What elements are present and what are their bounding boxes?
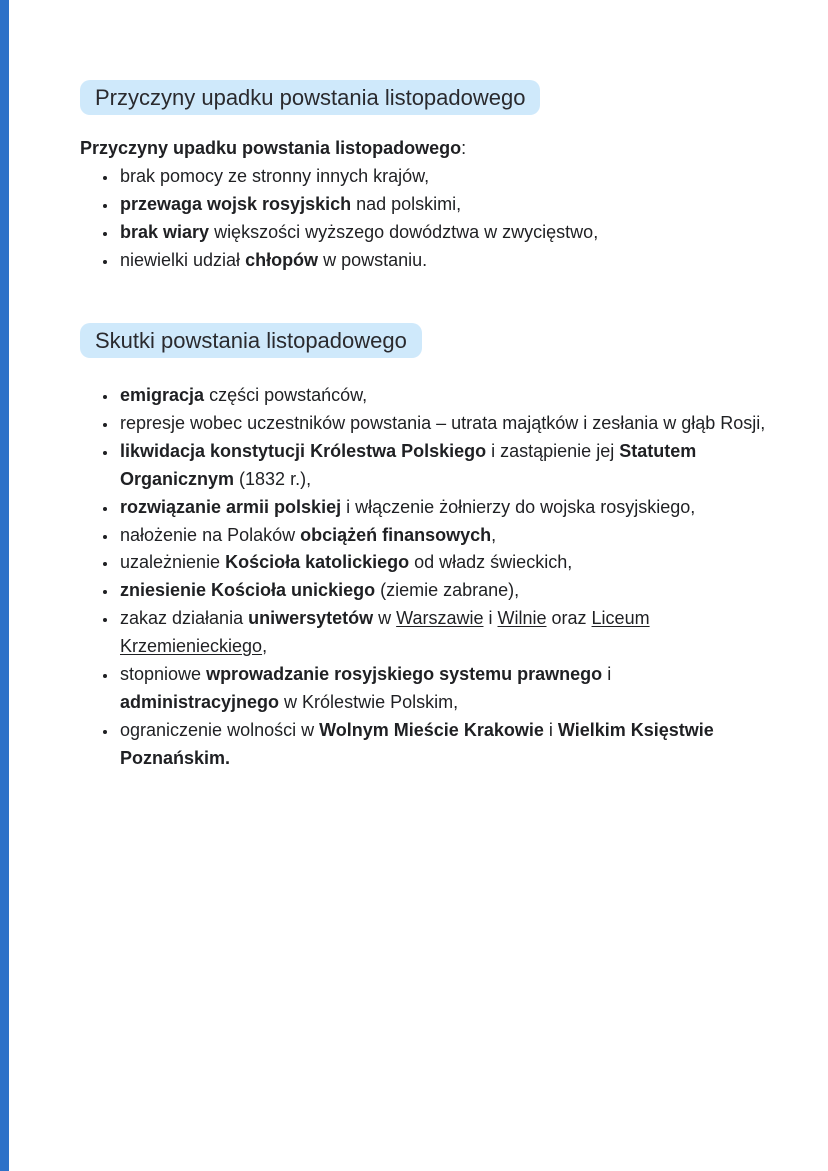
text-segment: i [543,719,558,740]
text-segment: chłopów [245,249,319,270]
list-item [118,577,770,605]
text-segment: Wielkim Księstwie Poznańskim. [120,719,714,768]
text-segment: wprowadzanie rosyjskiego systemu prawnego [206,663,603,684]
list-item [118,219,770,247]
text-segment: zniesienie Kościoła unickiego [120,580,376,601]
text-segment: Kościoła katolickiego [225,552,410,573]
left-accent-bar [0,0,9,1171]
text-segment: w Królestwie Polskim, [279,691,459,712]
text-segment: , [491,524,497,545]
effects-bullet-list [80,382,770,772]
text-segment: Przyczyny upadku powstania listopadowego [80,138,462,159]
text-segment: (1832 r.), [234,468,312,489]
section-heading-effects: Skutki powstania listopadowego [80,323,422,358]
text-segment: administracyjnego [120,691,280,712]
list-item [118,605,770,661]
list-item [118,247,770,275]
text-segment: i [483,608,498,629]
list-item [118,438,770,494]
text-segment: represje wobec uczestników powstania – utrata majątków i zesłania w głąb Rosji, [120,412,766,433]
text-segment: stopniowe [120,663,207,684]
list-item [118,163,770,191]
list-item [118,494,770,522]
section-causes [80,80,770,275]
text-segment: i włączenie żołnierzy do wojska rosyjskiego, [341,496,696,517]
text-segment: oraz [546,608,592,629]
text-segment: niewielki udział [120,249,246,270]
text-segment: i [602,663,612,684]
text-segment: nałożenie na Polaków [120,524,301,545]
list-item [118,410,770,438]
text-segment: obciążeń finansowych [300,524,492,545]
text-segment: emigracja [120,385,205,406]
text-segment: brak wiary [120,221,210,242]
text-segment: przewaga wojsk rosyjskich [120,194,352,215]
list-item [118,382,770,410]
text-segment: uniwersytetów [248,608,374,629]
text-segment: (ziemie zabrane), [375,580,520,601]
text-segment: i zastąpienie jej [486,440,620,461]
causes-bullet-list [80,163,770,275]
link-text[interactable]: Liceum Krzemienieckiego [120,608,650,657]
text-segment: likwidacja konstytucji Królestwa Polskiego [120,440,487,461]
text-segment: części powstańców, [204,385,368,406]
text-segment: od władz świeckich, [409,552,573,573]
list-item [118,522,770,550]
text-segment: : [461,138,467,159]
text-segment: w [373,608,397,629]
text-segment: większości wyższego dowództwa w zwycięstwo, [209,221,599,242]
text-segment: w powstaniu. [318,249,428,270]
text-segment: Statutem Organicznym [120,440,697,489]
text-segment: , [262,636,268,657]
text-segment: uzależnienie [120,552,226,573]
section-heading-causes: Przyczyny upadku powstania listopadowego [80,80,540,115]
list-item [118,661,770,717]
section-effects [80,323,770,773]
text-segment: rozwiązanie armii polskiej [120,496,342,517]
link-text[interactable]: Wilnie [497,608,547,629]
list-item [118,191,770,219]
text-segment: brak pomocy ze stronny innych krajów, [120,166,430,187]
list-item [118,549,770,577]
list-item [118,717,770,773]
text-segment: zakaz działania [120,608,249,629]
text-segment: nad polskimi, [351,194,462,215]
causes-intro-line [80,135,770,163]
text-segment: ograniczenie wolności w [120,719,320,740]
link-text[interactable]: Warszawie [396,608,484,629]
text-segment: Wolnym Mieście Krakowie [319,719,544,740]
